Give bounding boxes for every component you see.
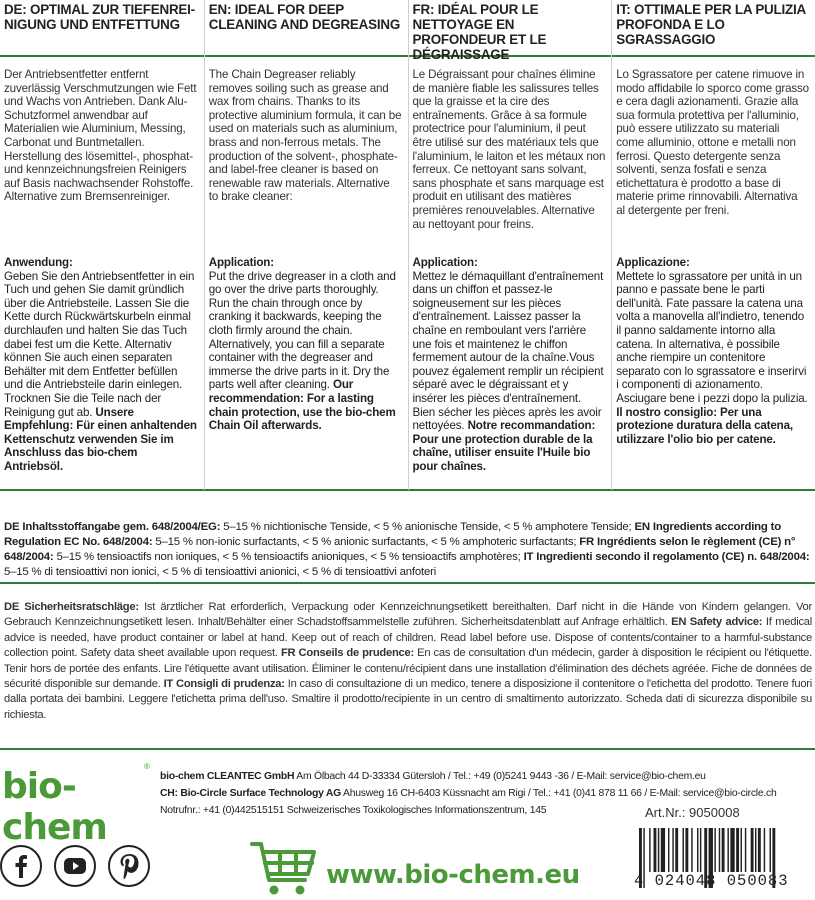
application-label: Applicazione: — [616, 256, 690, 269]
barcode-bar — [654, 828, 657, 872]
safety-label-fr: FR Conseils de prudence: — [280, 647, 414, 660]
contact-line-ch — [160, 785, 776, 802]
barcode-bar — [719, 828, 720, 872]
barcode-bar — [668, 828, 669, 872]
barcode-bar — [727, 828, 728, 872]
application-text: Geben Sie den Antriebsentfetter in ein Tuch und gehen Sie damit gründlich über die Antriebsteile. Lassen Sie die Kette durch Rückwärtskurbeln einmal durchlaufen und halten Sie das Tuch dabei fest um die Kette. Alternativ können Sie auch einen separaten Behälter mit dem Entfetter befüllen und die Antriebsteile darin einlegen. Trocknen Sie die Teile nach der Reinigung gut ab. — [4, 269, 195, 419]
barcode-bar — [685, 828, 688, 872]
barcode-bar — [661, 828, 665, 872]
ingredients-label-de: DE Inhaltsstoffangabe gem. 648/2004/EG: — [4, 521, 221, 533]
barcode-bar — [736, 828, 739, 872]
barcode-bar — [764, 828, 765, 872]
logo-text: bio-chem — [2, 766, 107, 848]
registered-mark: ® — [144, 762, 150, 771]
ingredients-label-fr: FR Ingrédients selon le règlement (CE) n° 648/2004: — [4, 536, 796, 563]
column-intro: Lo Sgrassatore per catene rimuove in modo affidabile lo sporco come grasso e cera dagli azionamenti. Grazie alla sua formula protettiva per l'alluminio, può essere utilizzato su materiali come alluminio, ottone e metalli non ferrosi. Questo detergente senza solventi, senza fosfati e senza etichettatura è prodotto a base di materie prime rinnovabili. Alternativa al detergente per freni. — [616, 68, 809, 217]
column-intro: The Chain Degreaser reliably removes soiling such as grease and wax from chains. Thanks to its protective aluminium formula, it can be used on materials such as aluminium, brass and non-ferrous metals. The production of the solvent-, phosphate- and label-free cleaner is based on renewable raw materials. Alternative to brake cleaner: — [208, 68, 402, 204]
barcode-bar — [751, 828, 754, 872]
ingredients-text-it: 5–15 % di tensioattivi non ionici, < 5 % di tensioattivi anionici, < 5 % di tensioattivi anfoteri — [4, 566, 437, 578]
ingredients-label-en: EN Ingredients according to Regulation EC No. 648/2004: — [4, 521, 781, 548]
barcode-bar — [697, 828, 698, 872]
ingredients-text-fr: 5–15 % tensioactifs non ioniques, < 5 % tensioactifs anioniques, < 5 % tensioactifs amphotères; — [53, 551, 524, 563]
pinterest-icon[interactable] — [108, 845, 150, 887]
section-divider — [0, 748, 815, 750]
safety-text-en: If medical advice is needed, have product container or label at hand. Keep out of reach of children. Read label before use. Dispose of contents/container to a harmful-substance collection point. Safety data sheet available upon request. — [4, 616, 812, 660]
barcode-bar — [741, 828, 742, 872]
safety-label-en: EN Safety advice: — [671, 616, 763, 629]
recommendation-text: Unsere Empfehlung: Für einen anhaltenden Kettenschutz verwenden Sie im Anschluss das bio-chem Antriebsöl. — [4, 405, 197, 473]
emergency-line: Notrufnr.: +41 (0)442515151 Schweizerisches Toxikologisches Informationszentrum, 145 — [160, 805, 547, 816]
barcode-bar — [700, 828, 701, 872]
company-address-ch: Ahusweg 16 CH-6403 Küssnacht am Rigi / Tel.: +41 (0)41 878 11 66 / E-Mail: service@bio-circle.ch — [340, 788, 777, 799]
barcode-bar — [770, 828, 771, 872]
column-heading: DE: OPTIMAL ZUR TIEFENREI-NIGUNG UND ENTFETTUNG — [4, 2, 195, 32]
safety-text-de: Ist ärztlicher Rat erforderlich, Verpackung oder Kennzeichnungsetikett bereithalten. Darf nicht in die Hände von Kindern gelangen. Vor Gebrauch Kennzeichnungsetikett lesen. Inhalt/Behälter einer Schadstoffsammelstelle zuführen. Sicherheitsdatenblatt auf Anfrage erhältlich. — [4, 601, 812, 629]
column-application — [4, 256, 198, 474]
barcode-bar — [758, 828, 761, 872]
column-intro: Le Dégraissant pour chaînes élimine de manière fiable les salissures telles que la graisse et la cire des entraînements. Grâce à sa formule protectrice pour l'aluminium, il peut être utilisé sur des matériaux tels que l'aluminium, le laiton et les métaux non ferreux. Ce nettoyant sans solvant, sans phosphate et sans marquage est produit en utilisant des matières premières renouvelables. Alternative au nettoyant pour freins. — [412, 68, 606, 231]
social-icons — [0, 845, 150, 887]
application-label: Anwendung: — [4, 256, 73, 269]
company-name-de: bio-chem CLEANTEC GmbH — [160, 771, 295, 782]
application-label: Application: — [208, 256, 274, 269]
application-text: Mettete lo sgrassatore per unità in un panno e passate bene le parti dell'unità. Fate passare la catena una volta a manovella all'indietro, tenendo il panno saldamente intorno alla catena. In alternativa, è possibile anche riempire un contenitore separato con lo sgrassatore e inserirvi i componenti di azionamento. Asciugare bene i pezzi dopo la pulizia. — [616, 269, 808, 405]
website-link[interactable]: www.bio-chem.eu — [326, 860, 580, 890]
ingredients-label-it: IT Ingredienti secondo il regolamento (CE) n. 648/2004: — [523, 551, 810, 563]
column-application — [209, 256, 402, 433]
barcode-bar — [649, 828, 650, 872]
barcode-bar — [683, 828, 684, 872]
column-application — [616, 256, 809, 446]
barcode-bar — [745, 828, 746, 872]
column-heading: FR: IDÉAL POUR LE NETTOYAGE EN PROFONDEUR ET LE DÉGRAISSAGE — [412, 2, 547, 62]
column-intro: Der Antriebsentfetter entfernt zuverlässig Verschmutzungen wie Fett und Wachs von Antrieben. Dank Alu-Schutzformel anwendbar auf Materialien wie Aluminium, Messing, Carbonat und Buntmetallen. Herstellung des lösemittel-, phosphat- und kennzeichnungsfreien Reinigers auf Basis nachwachsender Rohstoffe. Alternative zum Bremsenreiniger. — [4, 68, 197, 204]
barcode-bar — [675, 828, 678, 872]
barcode-bar — [714, 828, 715, 872]
safety-text-fr: En cas de consultation d'un médecin, garder à disposition le récipient ou l'étiquette. Tenir hors de portée des enfants. Lire l'étiquette avant utilisation. Éliminer le contenu/récipient dans une installation d'élimination des déchets agréée. Fiche de données de sécurité disponible sur demande. — [4, 647, 812, 691]
column-heading: IT: OTTIMALE PER LA PULIZIA PROFONDA E LO SGRASSAGGIO — [616, 2, 806, 47]
article-number: Art.Nr.: 9050008 — [645, 805, 740, 820]
facebook-icon[interactable] — [0, 845, 42, 887]
youtube-icon[interactable] — [54, 845, 96, 887]
barcode-bar — [691, 828, 692, 872]
recommendation-text: Il nostro consiglio: Per una protezione duratura della catena, utilizzare l'olio bio per catene. — [616, 405, 793, 446]
application-text: Put the drive degreaser in a cloth and go over the drive parts thoroughly. Run the chain through once by cranking it backwards, keeping the cloth firmly around the chain. Alternatively, you can fill a separate container with the degreaser and immerse the drive parts in it. Dry the parts well after cleaning. — [208, 269, 396, 392]
safety-block — [4, 600, 812, 723]
contact-line-de — [160, 768, 776, 785]
safety-label-de: DE Sicherheitsratschläge: — [4, 601, 139, 613]
shopping-cart-icon — [250, 838, 318, 898]
barcode-bar — [722, 828, 725, 872]
ingredients-text-en: 5–15 % non-ionic surfactants, < 5 % anionic surfactants, < 5 % amphoteric surfactants; — [152, 536, 580, 548]
barcode-bar — [658, 828, 659, 872]
barcode-bar — [730, 828, 734, 872]
safety-label-it: IT Consigli di prudenza: — [163, 678, 285, 691]
bio-chem-logo — [2, 760, 150, 848]
application-label: Application: — [412, 256, 478, 269]
barcode-bar — [755, 828, 756, 872]
column-de — [0, 0, 204, 490]
company-name-ch: CH: Bio-Circle Surface Technology AG — [160, 788, 341, 799]
column-heading: EN: IDEAL FOR DEEP CLEANING AND DEGREASING — [208, 2, 401, 32]
column-en — [204, 0, 408, 490]
application-text: Mettez le démaquillant d'entraînement dans un chiffon et passez-le soigneusement sur les pièces d'entraînement. Laissez passer la chaîne en remboulant vers l'arrière une fois et maintenez le chiffon fermement autour de la chaîne.Vous pouvez également remplir un récipient séparé avec le dégraissant et y insérer les pièces d'entraînement. Bien sécher les pièces après les avoir nettoyées. — [412, 269, 604, 433]
company-address-de: Am Ölbach 44 D-33334 Gütersloh / Tel.: +49 (0)5241 9443 -36 / E-Mail: service@bio-chem.eu — [294, 771, 706, 782]
safety-text-it: In caso di consultazione di un medico, tenere a disposizione il contenitore o l'etichetta del prodotto. Tenere fuori dalla portata dei bambini. Leggere l'etichetta prima dell'uso. Smaltire il prodotto/recipiente in un centro di smaltimento autorizzato. Scheda dati di sicurezza disponibile su richiesta. — [4, 678, 813, 721]
recommendation-text: Our recommendation: For a lasting chain protection, use the bio-chem Chain Oil afterwards. — [208, 378, 396, 433]
column-it — [611, 0, 815, 490]
ingredients-text-de: 5–15 % nichtionische Tenside, < 5 % anionische Tenside, < 5 % amphotere Tenside; — [220, 521, 635, 533]
barcode-digits: 4 024048 050083 — [634, 872, 789, 890]
section-divider — [0, 582, 815, 584]
ingredients-block — [4, 520, 812, 580]
recommendation-text: Notre recommandation: Pour une protection durable de la chaîne, utiliser ensuite l'Huile bio pour chaînes. — [412, 419, 596, 473]
column-fr — [408, 0, 612, 490]
barcode-bar — [672, 828, 673, 872]
column-application — [413, 256, 606, 474]
